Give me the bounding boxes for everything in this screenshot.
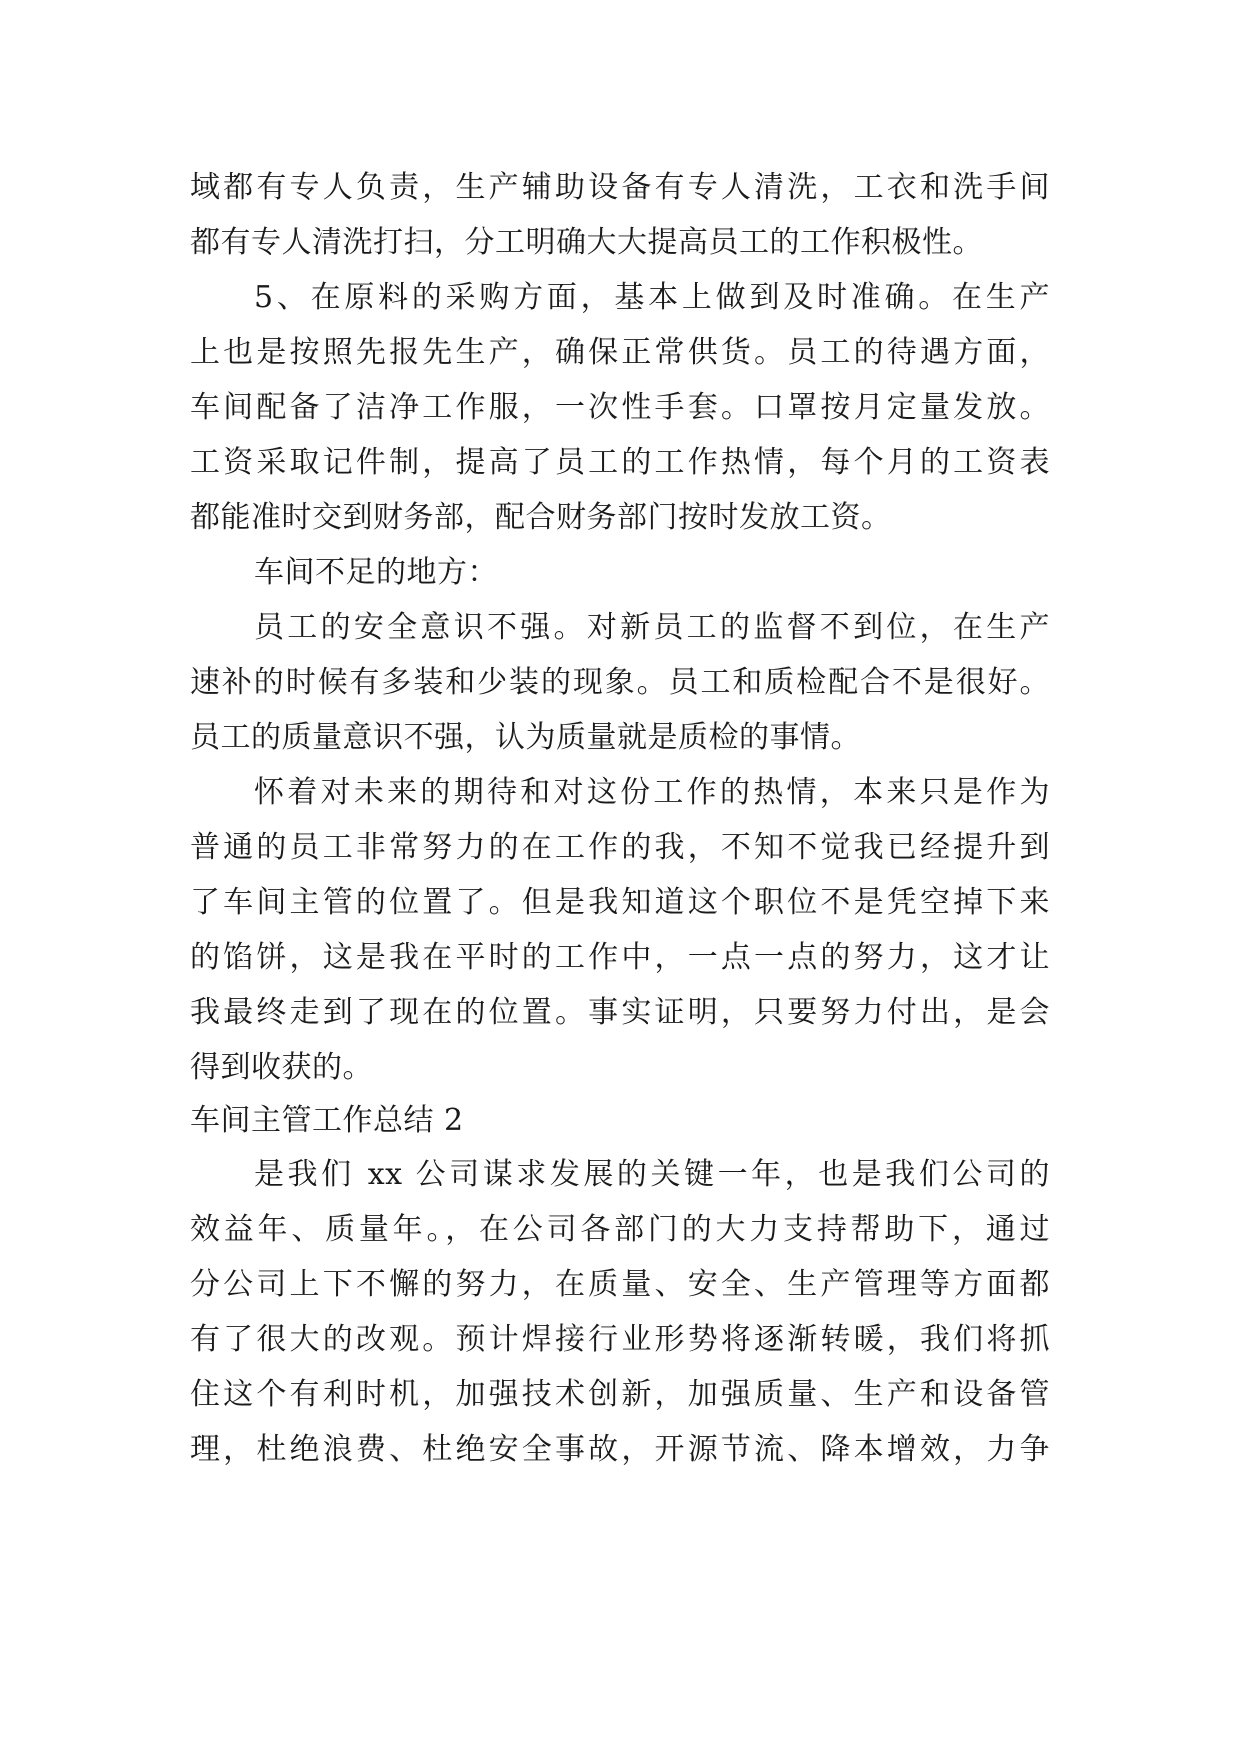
text-line: 工资采取记件制，提高了员工的工作热情，每个月的工资表 <box>190 445 1050 480</box>
text-line: 员工的质量意识不强，认为质量就是质检的事情。 <box>190 720 861 755</box>
text-line: 怀着对未来的期待和对这份工作的热情，本来只是作为 <box>254 775 1050 810</box>
paragraph-shortcomings-intro <box>190 545 1050 600</box>
text-line: 车间配备了洁净工作服，一次性手套。口罩按月定量发放。 <box>190 390 1050 425</box>
paragraph-raw-materials <box>190 270 1050 545</box>
section-title: 车间主管工作总结 2 <box>190 1103 464 1138</box>
text-line: 上也是按照先报先生产，确保正常供货。员工的待遇方面， <box>190 335 1050 370</box>
text-line: 我最终走到了现在的位置。事实证明，只要努力付出，是会 <box>190 995 1050 1030</box>
text-line: 住这个有利时机，加强技术创新，加强质量、生产和设备管 <box>190 1377 1050 1412</box>
text-line: 都有专人清洗打扫，分工明确大大提高员工的工作积极性。 <box>190 225 983 260</box>
text-line: 车间不足的地方： <box>254 555 498 590</box>
text-line: 效益年、质量年。，在公司各部门的大力支持帮助下，通过 <box>190 1212 1050 1247</box>
text-line: 员工的安全意识不强。对新员工的监督不到位，在生产 <box>254 610 1050 645</box>
paragraph-reflection <box>190 765 1050 1095</box>
text-line: 都能准时交到财务部，配合财务部门按时发放工资。 <box>190 500 892 535</box>
text-line: 得到收获的。 <box>190 1050 373 1085</box>
text-line: 理，杜绝浪费、杜绝安全事故，开源节流、降本增效，力争 <box>190 1432 1050 1467</box>
paragraph-shortcomings <box>190 600 1050 765</box>
text-line: 域都有专人负责，生产辅助设备有专人清洗，工衣和洗手间 <box>190 170 1050 205</box>
text-line: 5、在原料的采购方面，基本上做到及时准确。在生产 <box>254 280 1050 315</box>
text-line: 分公司上下不懈的努力，在质量、安全、生产管理等方面都 <box>190 1267 1050 1302</box>
text-line: 是我们 xx 公司谋求发展的关键一年，也是我们公司的 <box>254 1157 1050 1192</box>
text-line: 的馅饼，这是我在平时的工作中，一点一点的努力，这才让 <box>190 940 1050 975</box>
text-line: 普通的员工非常努力的在工作的我，不知不觉我已经提升到 <box>190 830 1050 865</box>
text-line: 了车间主管的位置了。但是我知道这个职位不是凭空掉下来 <box>190 885 1050 920</box>
text-line: 速补的时候有多装和少装的现象。员工和质检配合不是很好。 <box>190 665 1050 700</box>
text-line: 有了很大的改观。预计焊接行业形势将逐渐转暖，我们将抓 <box>190 1322 1050 1357</box>
document-body <box>190 160 1050 1477</box>
paragraph-section-2 <box>190 1147 1050 1477</box>
paragraph-continuation <box>190 160 1050 270</box>
